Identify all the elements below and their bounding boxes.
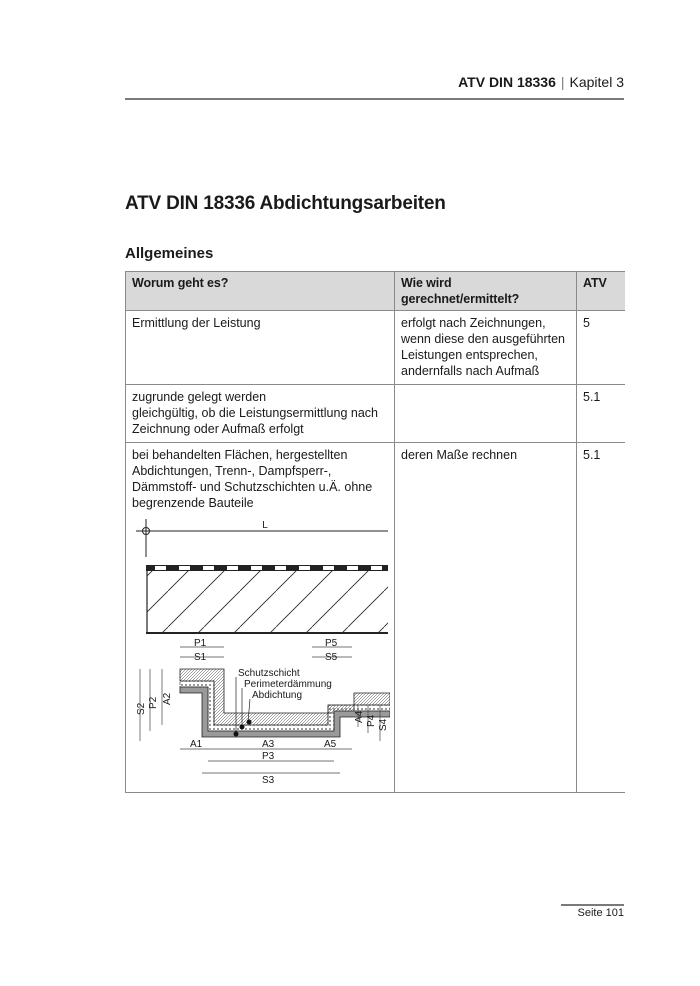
stepped-section xyxy=(136,638,390,786)
cell-what xyxy=(126,443,395,793)
column-header-how: Wie wird gerechnet/ermittelt? xyxy=(395,272,577,311)
length-dimension xyxy=(136,519,388,557)
svg-text:Abdichtung: Abdichtung xyxy=(252,690,303,701)
table-row xyxy=(126,385,626,443)
svg-text:L: L xyxy=(262,520,268,531)
section-heading: Allgemeines xyxy=(125,245,214,262)
svg-text:A4: A4 xyxy=(354,710,365,723)
column-header-what: Worum geht es? xyxy=(126,272,395,311)
cell-what: Ermittlung der Leistung xyxy=(126,311,395,385)
slab-section xyxy=(146,565,388,633)
svg-text:S1: S1 xyxy=(194,652,207,663)
svg-text:S4: S4 xyxy=(378,718,389,731)
cell-what-line: zugrunde gelegt werden xyxy=(132,390,267,404)
svg-text:A3: A3 xyxy=(262,739,275,750)
cell-what-text: bei behandelten Flächen, hergestellten Abdichtungen, Trenn-, Dampfsperr-, Dämmstoff- und Schutzschichten u.Ä. ohne begrenzende Bauteile xyxy=(132,448,373,510)
svg-text:A2: A2 xyxy=(162,692,173,705)
cell-atv: 5.1 xyxy=(577,385,626,443)
svg-text:P5: P5 xyxy=(325,638,338,649)
svg-text:P3: P3 xyxy=(262,751,275,762)
column-header-atv: ATV xyxy=(577,272,626,311)
table-row xyxy=(126,311,626,385)
svg-text:Perimeterdämmung: Perimeterdämmung xyxy=(244,679,332,690)
cell-atv: 5 xyxy=(577,311,626,385)
svg-text:A1: A1 xyxy=(190,739,203,750)
measurement-diagram xyxy=(132,519,390,787)
cell-atv: 5.1 xyxy=(577,443,626,793)
page-number: Seite 101 xyxy=(577,907,624,919)
cell-what xyxy=(126,385,395,443)
table-header-row xyxy=(126,272,626,311)
cell-how xyxy=(395,385,577,443)
calculation-table xyxy=(125,271,625,793)
svg-text:S3: S3 xyxy=(262,775,275,786)
svg-text:Schutzschicht: Schutzschicht xyxy=(238,668,300,679)
svg-text:P1: P1 xyxy=(194,638,207,649)
svg-text:P4: P4 xyxy=(366,714,377,727)
footer-rule xyxy=(561,904,624,906)
page-title: ATV DIN 18336 Abdichtungsarbeiten xyxy=(125,193,446,214)
header-chapter: Kapitel 3 xyxy=(569,74,624,90)
cell-how: erfolgt nach Zeichnungen, wenn diese den ausgeführten Leistungen entsprechen, andernfalls nach Aufmaß xyxy=(395,311,577,385)
header-doc-title: ATV DIN 18336 xyxy=(458,74,556,90)
running-header xyxy=(125,74,624,100)
svg-text:S2: S2 xyxy=(136,702,147,715)
svg-text:S5: S5 xyxy=(325,652,338,663)
cell-how: deren Maße rechnen xyxy=(395,443,577,793)
cell-what-line: gleichgültig, ob die Leistungsermittlung nach Zeichnung oder Aufmaß erfolgt xyxy=(132,406,378,436)
header-separator: | xyxy=(560,74,565,90)
svg-text:A5: A5 xyxy=(324,739,337,750)
table-row xyxy=(126,443,626,793)
svg-text:P2: P2 xyxy=(148,696,159,709)
